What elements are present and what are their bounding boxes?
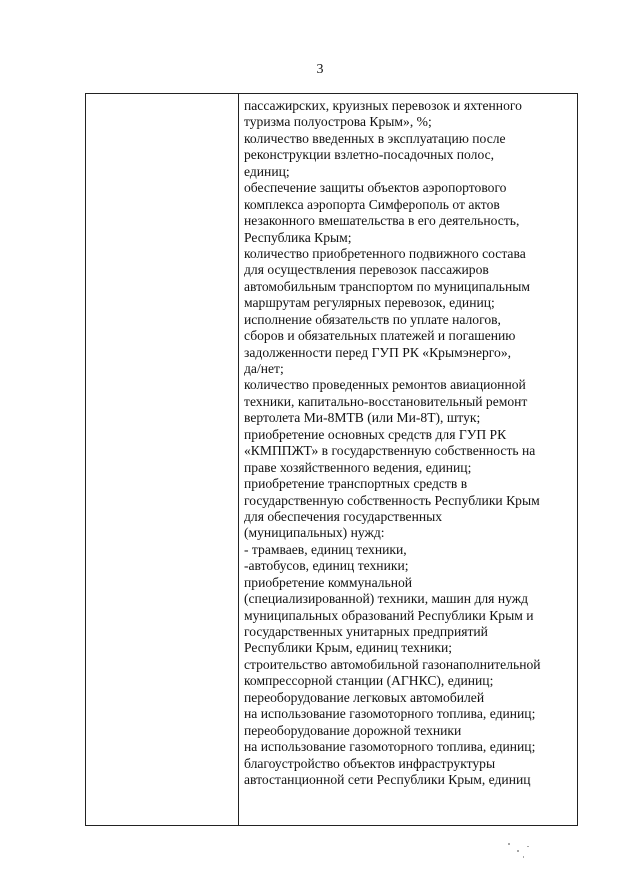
- text-line: приобретение основных средств для ГУП РК: [244, 426, 507, 442]
- text-line: да/нет;: [244, 361, 284, 376]
- indicator-table: [85, 93, 578, 826]
- scan-speck: [523, 856, 524, 858]
- text-line: маршрутам регулярных перевозок, единиц;: [244, 295, 495, 311]
- text-line: единиц;: [244, 163, 290, 179]
- text-line: (муниципальных) нужд:: [244, 525, 385, 541]
- table-left-cell: [86, 94, 239, 825]
- text-line: государственных унитарных предприятий: [244, 624, 488, 639]
- text-line: «КМППЖТ» в государственную собственность на: [244, 443, 536, 459]
- text-line: исполнение обязательств по уплате налогов,: [244, 311, 501, 327]
- text-line: -автобусов, единиц техники;: [244, 558, 409, 574]
- text-line: количество введенных в эксплуатацию после: [244, 130, 506, 146]
- text-line: (специализированной) техники, машин для нужд: [244, 591, 529, 607]
- text-line: компрессорной станции (АГНКС), единиц;: [244, 673, 494, 689]
- text-line: реконструкции взлетно-посадочных полос,: [244, 147, 495, 163]
- text-line: муниципальных образований Республики Крым и: [244, 607, 534, 623]
- text-line: автомобильным транспортом по муниципальным: [244, 278, 531, 294]
- text-line: праве хозяйственного ведения, единиц;: [244, 459, 472, 475]
- text-line: приобретение коммунальной: [244, 574, 413, 590]
- text-line: Республики Крым, единиц техники;: [244, 640, 453, 656]
- scan-speck: [527, 846, 529, 847]
- text-line: для осуществления перевозок пассажиров: [244, 262, 489, 278]
- text-line: количество проведенных ремонтов авиационной: [244, 377, 526, 393]
- text-line: туризма полуострова Крым», %;: [244, 114, 432, 130]
- scan-speck: [517, 850, 519, 852]
- text-line: пассажирских, круизных перевозок и яхтенного: [244, 98, 522, 113]
- text-line: строительство автомобильной газонаполнительной: [244, 656, 541, 672]
- text-line: на использование газомоторного топлива, единиц;: [244, 739, 536, 755]
- text-line: обеспечение защиты объектов аэропортового: [244, 180, 507, 196]
- table-right-cell: [239, 94, 577, 825]
- text-line: - трамваев, единиц техники,: [244, 541, 407, 557]
- text-line: государственную собственность Республики Крым: [244, 492, 540, 508]
- text-line: комплекса аэропорта Симферополь от актов: [244, 196, 500, 212]
- text-line: переоборудование легковых автомобилей: [244, 689, 485, 705]
- text-line: задолженности перед ГУП РК «Крымэнерго»,: [244, 344, 512, 360]
- text-line: вертолета Ми-8МТВ (или Ми-8Т), штук;: [244, 410, 481, 426]
- text-line: на использование газомоторного топлива, единиц;: [244, 706, 536, 722]
- text-line: Республика Крым;: [244, 229, 352, 245]
- text-line: благоустройство объектов инфраструктуры: [244, 755, 496, 771]
- text-line: незаконного вмешательства в его деятельность,: [244, 213, 520, 229]
- page-number: 3: [316, 62, 324, 77]
- text-line: автостанционной сети Республики Крым, единиц: [244, 771, 531, 787]
- text-line: сборов и обязательных платежей и погашению: [244, 328, 516, 344]
- text-line: для обеспечения государственных: [244, 508, 443, 524]
- text-line: количество приобретенного подвижного состава: [244, 245, 526, 261]
- text-line: техники, капитально-восстановительный ремонт: [244, 393, 528, 409]
- text-line: переоборудование дорожной техники: [244, 722, 462, 738]
- scan-speck: [508, 843, 510, 845]
- text-line: приобретение транспортных средств в: [244, 476, 468, 492]
